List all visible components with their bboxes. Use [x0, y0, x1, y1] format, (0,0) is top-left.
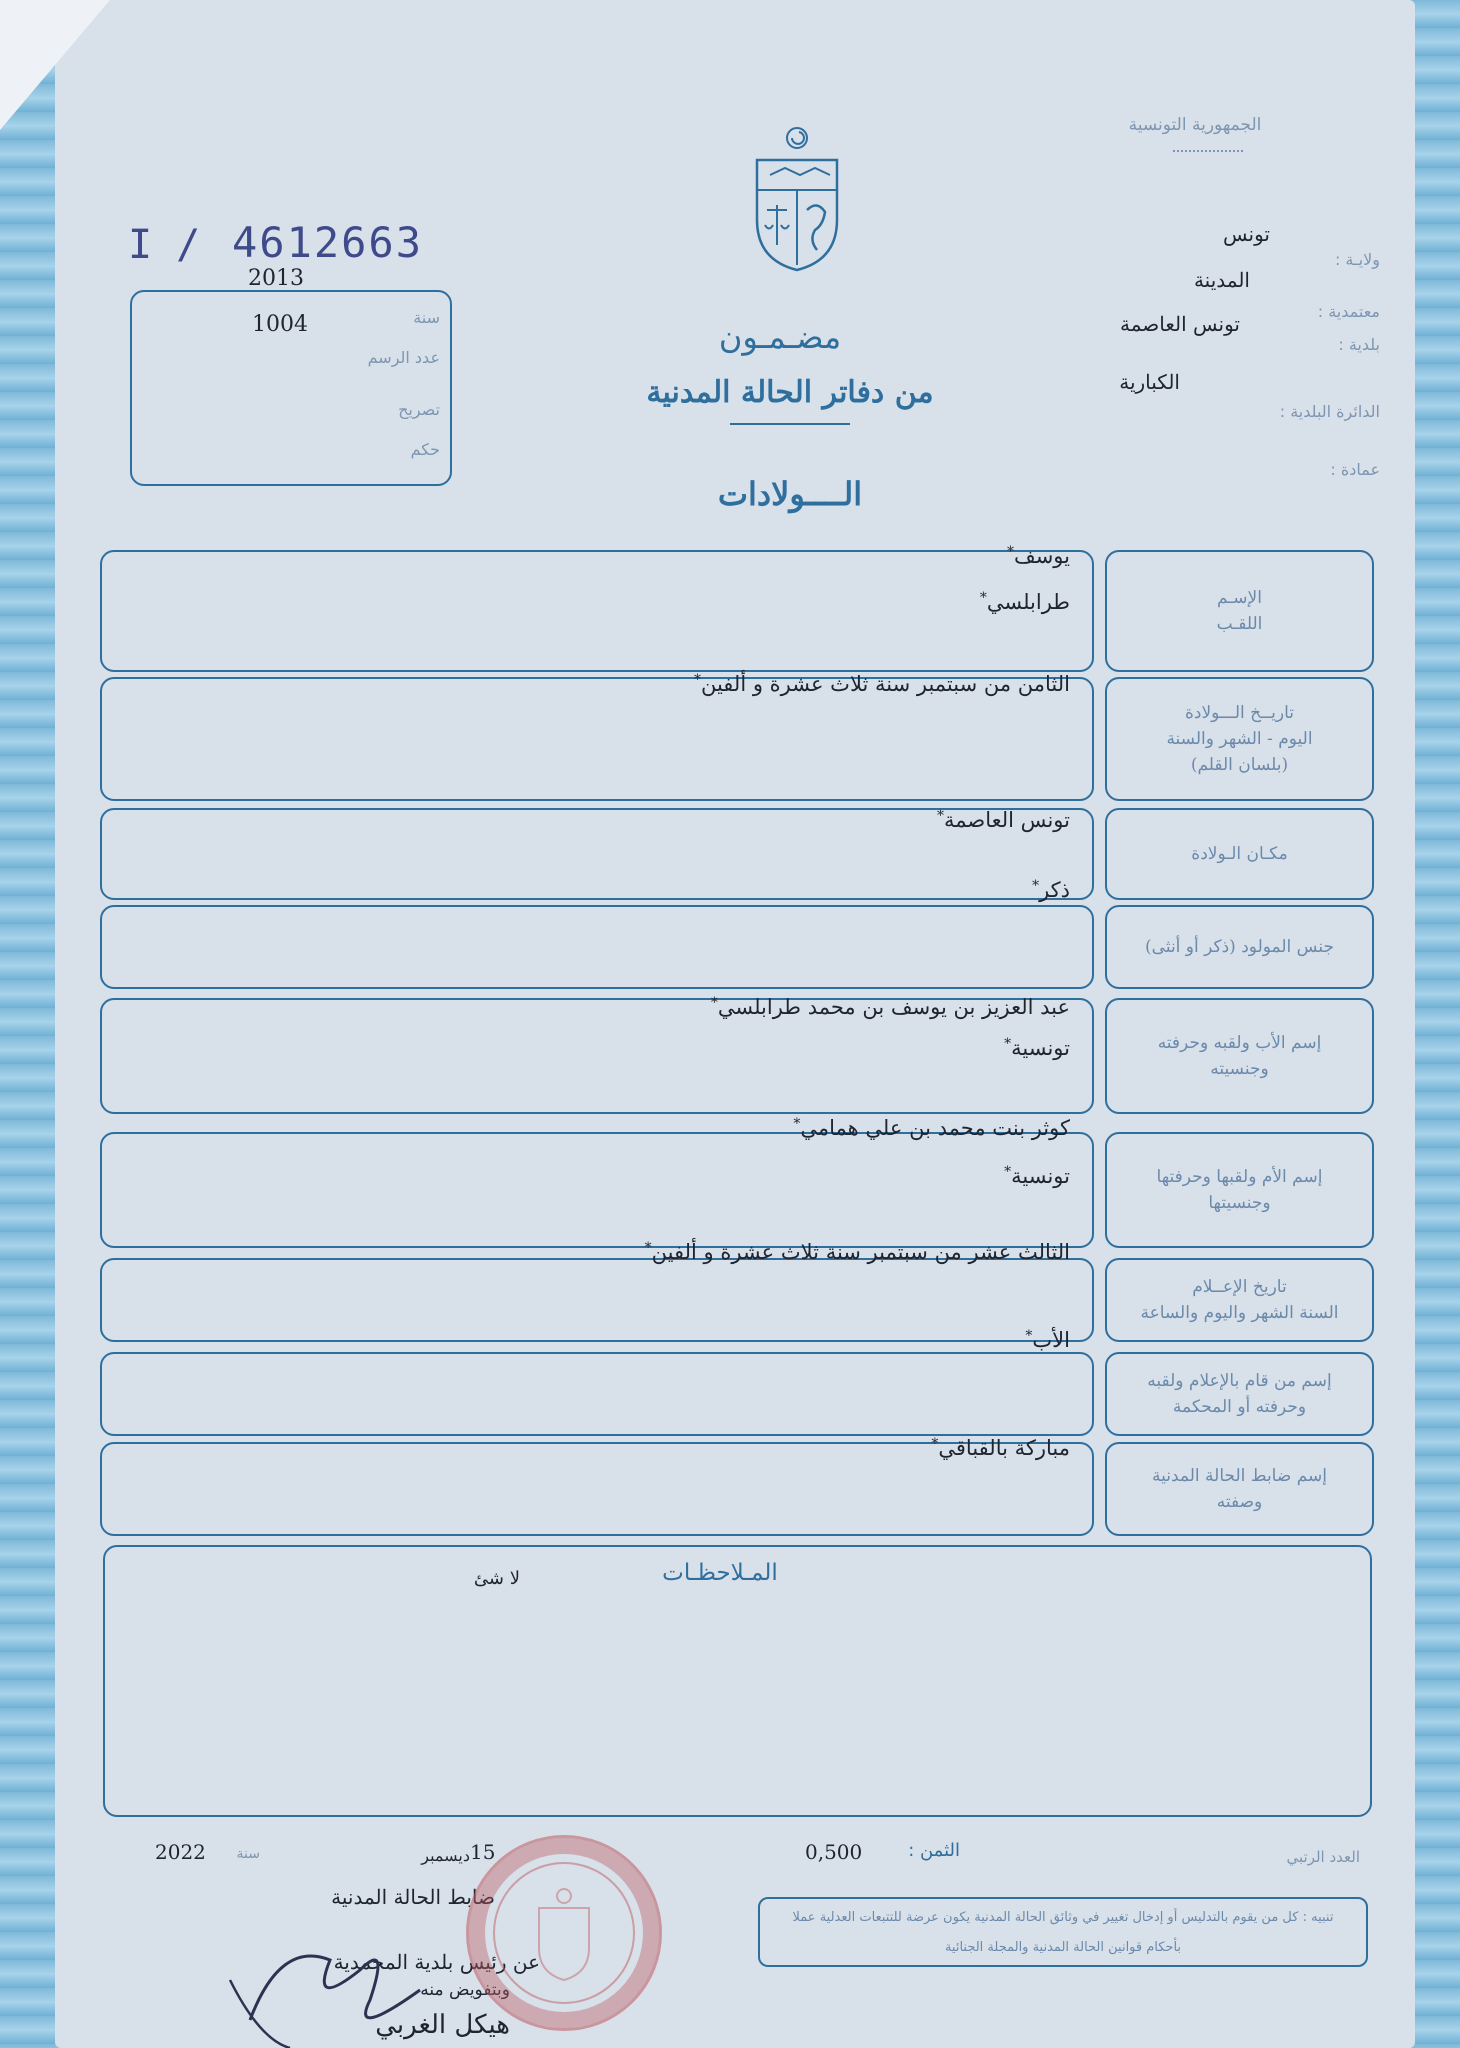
- field-value-box: [100, 1132, 1094, 1248]
- footer-month-value: ديسمبر: [421, 1846, 470, 1865]
- legal-notice: [758, 1897, 1368, 1967]
- value-asterisk: *: [644, 1240, 652, 1256]
- field-value: ذكر*: [1032, 878, 1070, 902]
- title-summary: مضـمـون: [718, 318, 842, 356]
- field-label: مكـان الـولادة: [1191, 844, 1288, 864]
- value-asterisk: *: [693, 672, 701, 688]
- signature-municipality: عن رئيس بلدية المحمدية: [333, 1950, 540, 1974]
- price-value: 0,500: [805, 1840, 863, 1864]
- handwritten-signature-icon: [220, 1900, 460, 2048]
- field-label: الإسـم اللقـب: [1216, 588, 1263, 634]
- value-asterisk: *: [1032, 878, 1040, 894]
- signature-delegation: وبتفويض منه: [420, 1980, 510, 2000]
- field-label-box: [1105, 1132, 1374, 1248]
- delegation-label: معتمدية :: [1317, 302, 1380, 321]
- value-asterisk: *: [979, 590, 987, 606]
- field-label-box: [1105, 998, 1374, 1114]
- field-label: إسم من قام بالإعلام ولقبه وحرفته أو المحكمة: [1147, 1371, 1332, 1417]
- state-value: تونس: [1223, 222, 1270, 246]
- field-value: عبد العزيز بن يوسف بن محمد طرابلسي*: [710, 995, 1070, 1019]
- signature-name: هيكل الغربي: [375, 2010, 510, 2040]
- field-label-box: [1105, 1352, 1374, 1436]
- title-underline: [730, 423, 850, 425]
- value-asterisk: *: [931, 1436, 939, 1452]
- coat-of-arms-icon: [745, 120, 850, 275]
- field-value: تونس العاصمة*: [937, 808, 1070, 832]
- field-label: إسم الأب ولقبه وحرفته وجنسيته: [1157, 1033, 1322, 1079]
- district-label: الدائرة البلدية :: [1279, 402, 1380, 421]
- value-asterisk: *: [1025, 1328, 1033, 1344]
- field-label-box: [1105, 905, 1374, 989]
- field-value: كوثر بنت محمد بن علي همامي*: [793, 1116, 1070, 1140]
- field-value-box: [100, 1352, 1094, 1436]
- order-number-label: العدد الرتبي: [1286, 1848, 1360, 1866]
- value-asterisk: *: [1004, 1036, 1012, 1052]
- value-asterisk: *: [1004, 1164, 1012, 1180]
- declaration-label: تصريح: [398, 400, 440, 419]
- footer-year-value: 2022: [155, 1840, 206, 1864]
- field-label-box: [1105, 808, 1374, 900]
- district-value: الكبارية: [1119, 370, 1180, 394]
- delegation-value: المدينة: [1193, 268, 1250, 292]
- judgment-label: حكم: [410, 440, 440, 459]
- field-value: طرابلسي*: [979, 590, 1070, 614]
- stamp-emblem-icon: [469, 1838, 659, 2028]
- value-asterisk: *: [1006, 544, 1014, 560]
- field-label-box: [1105, 1258, 1374, 1342]
- field-label-box: [1105, 550, 1374, 672]
- footer-day-value: 15: [470, 1840, 496, 1864]
- field-value: الأب*: [1025, 1328, 1070, 1352]
- field-value: مباركة بالقباقي*: [931, 1436, 1070, 1460]
- republic-heading: الجمهورية التونسية: [1128, 115, 1262, 135]
- field-label-box: [1105, 677, 1374, 801]
- municipality-label: بلدية :: [1338, 335, 1380, 354]
- registry-year-value: 2013: [248, 266, 304, 291]
- republic-underline: [1173, 150, 1243, 154]
- municipality-value: تونس العاصمة: [1120, 312, 1240, 336]
- record-number-label: عدد الرسم: [367, 348, 440, 367]
- field-value: الثالث عشر من سبتمبر سنة ثلاث عشرة و ألفين*: [644, 1240, 1070, 1264]
- serial-number: 4612663: [232, 218, 424, 267]
- price-label: الثمن :: [908, 1840, 960, 1861]
- officer-title: ضابط الحالة المدنية: [331, 1885, 495, 1909]
- field-label: تاريخ الإعــلام السنة الشهر واليوم والساعة: [1140, 1277, 1339, 1323]
- serial-prefix: I /: [128, 222, 201, 268]
- value-asterisk: *: [710, 995, 718, 1011]
- field-label: جنس المولود (ذكر أو أنثى): [1145, 937, 1334, 957]
- wavy-border-right: [1410, 0, 1460, 2048]
- sector-label: عمادة :: [1330, 460, 1380, 479]
- title-civil-registry: من دفاتر الحالة المدنية: [646, 375, 934, 410]
- record-number-value: 1004: [252, 312, 308, 337]
- field-label: إسم ضابط الحالة المدنية وصفته: [1152, 1466, 1327, 1512]
- field-value: تونسية*: [1004, 1036, 1070, 1060]
- footer-year-label: سنة: [236, 1846, 260, 1862]
- official-stamp: [466, 1835, 662, 2031]
- registry-year-label: سنة: [413, 308, 440, 327]
- field-value: تونسية*: [1004, 1164, 1070, 1188]
- field-value: يوسف*: [1006, 544, 1070, 568]
- field-value-box: [100, 905, 1094, 989]
- remarks-label: المـلاحظـات: [662, 1560, 778, 1586]
- field-label: تاريــخ الـــولادة اليوم - الشهر والسنة (بلسان القلم): [1166, 703, 1313, 775]
- field-label-box: [1105, 1442, 1374, 1536]
- field-value: الثامن من سبتمبر سنة ثلاث عشرة و ألفين*: [693, 672, 1070, 696]
- field-label: إسم الأم ولقبها وحرفتها وجنسيتها: [1156, 1167, 1323, 1213]
- value-asterisk: *: [937, 808, 945, 824]
- state-label: ولايـة :: [1334, 250, 1380, 269]
- section-births: الــــولادات: [717, 475, 863, 513]
- value-asterisk: *: [793, 1116, 801, 1132]
- legal-notice-text: تنبيه : كل من يقوم بالتدليس أو إدخال تغيير في وثائق الحالة المدنية يكون عرضة للتتبعات العدلية عملا بأحكام قوانين الحالة المدنية والمجلة الجنائية: [792, 1910, 1334, 1955]
- remarks-value: لا شئ: [473, 1568, 520, 1589]
